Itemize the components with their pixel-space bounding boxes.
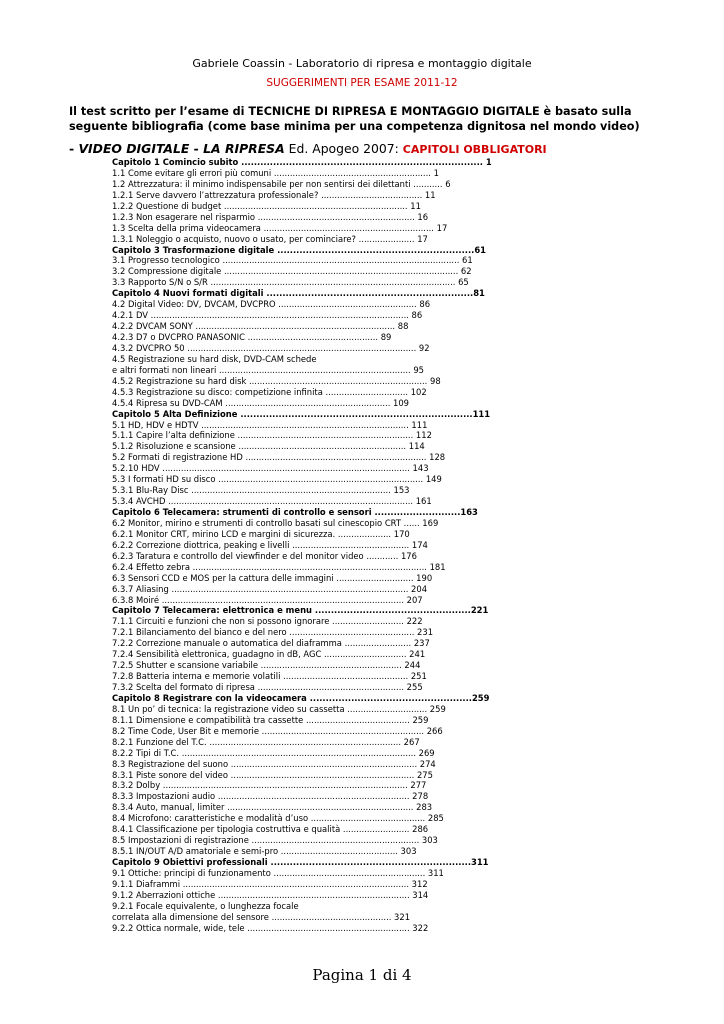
toc-section-line: 8.1.1 Dimensione e compatibilità tra cassette ....................................... 259 — [112, 714, 429, 725]
toc-section-line: 5.2.10 HDV ............................................................................................. 143 — [112, 463, 429, 474]
toc-section-line: 8.1 Un po’ di tecnica: la registrazione video su cassetta .............................. 259 — [112, 703, 446, 714]
book-publisher: Ed. Apogeo 2007: — [284, 141, 403, 156]
toc-section-line: 8.3.1 Piste sonore del video ..................................................................... 275 — [112, 769, 433, 780]
toc-section-line: 5.1.1 Capire l’alta definizione .................................................................. 112 — [112, 430, 432, 441]
toc-section-line: 4.2 Digital Video: DV, DVCAM, DVCPRO .................................................... 86 — [112, 299, 431, 310]
toc-section-line: 4.5.2 Registrazione su hard disk ................................................................... 98 — [112, 375, 441, 386]
toc-section-line: 6.2 Monitor, mirino e strumenti di controllo basati sul cinescopio CRT ...... 169 — [112, 517, 439, 528]
toc-section-line: 8.3.4 Auto, manual, limiter ...................................................................... 283 — [112, 802, 433, 813]
toc-section-line: 1.2 Attrezzatura: il minimo indispensabile per non sentirsi dei dilettanti ........... 6 — [112, 178, 451, 189]
required-chapters-tag: CAPITOLI OBBLIGATORI — [402, 143, 547, 156]
toc-section-line: 1.1 Come evitare gli errori più comuni ........................................................... 1 — [112, 167, 439, 178]
toc-section-line: 1.3.1 Noleggio o acquisto, nuovo o usato, per cominciare? ..................... 17 — [112, 233, 428, 244]
toc-section-line: 7.3.2 Scelta del formato di ripresa ....................................................... 255 — [112, 682, 423, 692]
toc-section-line: 7.2.5 Shutter e scansione variabile ..................................................... 244 — [112, 660, 421, 671]
toc-section-line: 8.3 Registrazione del suono ...................................................................... 274 — [112, 758, 436, 769]
toc-section-line: 5.3.4 AVCHD ............................................................................................ 161 — [112, 496, 432, 507]
toc-section-line: 7.1.1 Circuiti e funzioni che non si possono ignorare ........................... 222 — [112, 616, 423, 627]
toc-section-line: 1.2.3 Non esagerare nel risparmio ........................................................... 16 — [112, 211, 429, 222]
toc-section-line: 6.3.7 Aliasing ......................................................................................... 204 — [112, 583, 428, 594]
toc-section-line: 8.5 Impostazioni di registrazione ............................................................... 303 — [112, 835, 438, 846]
toc-chapter-line: Capitolo 6 Telecamera: strumenti di controllo e sensori ...........................163 — [112, 507, 478, 517]
toc-section-line: 1.2.1 Serve davvero l’attrezzatura professionale? ...................................... 11 — [112, 189, 436, 200]
book-reference — [69, 141, 547, 156]
toc-section-line: 7.2.1 Bilanciamento del bianco e del nero ............................................... 231 — [112, 627, 434, 638]
toc-section-line: 8.2 Time Code, User Bit e memorie ............................................................. 266 — [112, 725, 443, 736]
toc-section-line: 4.2.1 DV ................................................................................................. 86 — [112, 310, 423, 321]
toc-section-line: 8.4.1 Classificazione per tipologia costruttiva e qualità ......................... 286 — [112, 824, 429, 835]
toc-section-line: correlata alla dimensione del sensore ............................................. 321 — [112, 911, 411, 922]
book-title: VIDEO DIGITALE - LA RIPRESA — [78, 141, 285, 156]
toc-section-line: 6.2.2 Correzione diottrica, peaking e livelli ............................................ 174 — [112, 539, 428, 550]
toc-section-line: 8.4 Microfono: caratteristiche e modalità d’uso ........................................... 285 — [112, 813, 444, 824]
table-of-contents — [112, 157, 532, 934]
author-header: Gabriele Coassin - Laboratorio di ripresa e montaggio digitale — [192, 57, 532, 70]
toc-section-line: 9.2.2 Ottica normale, wide, tele ............................................................. 322 — [112, 922, 429, 933]
toc-section-line: 5.3.1 Blu-Ray Disc ........................................................................... 153 — [112, 485, 410, 496]
toc-section-line: 7.2.4 Sensibilità elettronica, guadagno in dB, AGC ............................... 241 — [112, 649, 426, 660]
toc-section-line: 3.1 Progresso tecnologico ......................................................................................... 61 — [112, 255, 473, 266]
toc-section-line: 5.3 I formati HD su disco ............................................................................. 149 — [112, 474, 442, 485]
toc-section-line: 6.2.3 Taratura e controllo del viewfinder e del monitor video ............ 176 — [112, 550, 417, 561]
toc-section-line: 6.2.4 Effetto zebra ........................................................................................ 181 — [112, 561, 446, 572]
toc-section-line: 6.3.8 Moiré ........................................................................................... 207 — [112, 594, 423, 605]
toc-section-line: 6.3 Sensori CCD e MOS per la cattura delle immagini ............................. 190 — [112, 572, 433, 583]
toc-section-line: 8.3.3 Impostazioni audio ........................................................................ 278 — [112, 791, 429, 802]
toc-chapter-line: Capitolo 7 Telecamera: elettronica e menu .................................................221 — [112, 605, 489, 616]
toc-chapter-line: Capitolo 4 Nuovi formati digitali .................................................................81 — [112, 288, 485, 299]
toc-section-line: 6.2.1 Monitor CRT, mirino LCD e margini di sicurezza. .................... 170 — [112, 528, 410, 539]
toc-chapter-line: Capitolo 9 Obiettivi professionali ...............................................................311 — [112, 857, 489, 867]
toc-section-line: 5.1 HD, HDV e HDTV .............................................................................. 111 — [112, 419, 428, 430]
intro-paragraph: Il test scritto per l’esame di TECNICHE DI RIPRESA E MONTAGGIO DIGITALE è basato sulla seguente bibliografia (come base minima per una competenza dignitosa nel mondo video) — [69, 105, 640, 133]
toc-section-line: 8.2.1 Funzione del T.C. ........................................................................ 267 — [112, 736, 420, 747]
toc-section-line: 5.1.2 Risoluzione e scansione ............................................................... 114 — [112, 441, 425, 452]
toc-chapter-line: Capitolo 3 Trasformazione digitale ..............................................................61 — [112, 244, 486, 255]
toc-section-line: 9.1.1 Diaframmi ..................................................................................... 312 — [112, 878, 428, 889]
toc-section-line: 4.2.3 D7 o DVCPRO PANASONIC ................................................. 89 — [112, 332, 392, 342]
toc-section-line: 5.2 Formati di registrazione HD .................................................................... 128 — [112, 452, 446, 463]
toc-chapter-line: Capitolo 8 Registrare con la videocamera ...................................................259 — [112, 692, 490, 703]
toc-section-line: 9.1 Ottiche: principi di funzionamento ......................................................... 311 — [112, 867, 444, 878]
toc-section-line: 8.2.2 Tipi di T.C. ........................................................................................ 269 — [112, 747, 435, 758]
toc-section-line: 8.5.1 IN/OUT A/D amatoriale e semi-pro ............................................ 303 — [112, 846, 417, 857]
toc-section-line: 4.5 Registrazione su hard disk, DVD-CAM schede — [112, 353, 317, 364]
page-footer: Pagina 1 di 4 — [312, 966, 412, 984]
toc-section-line: 4.3.2 DVCPRO 50 ...................................................................................... 92 — [112, 342, 430, 353]
toc-section-line: 1.3 Scelta della prima videocamera ................................................................ 17 — [112, 222, 448, 233]
toc-section-line: 3.3 Rapporto S/N o S/R ............................................................................................ 65 — [112, 277, 469, 288]
toc-chapter-line: Capitolo 5 Alta Definizione .........................................................................111 — [112, 408, 491, 419]
toc-section-line: 7.2.8 Batteria interna e memorie volatili ............................................... 251 — [112, 671, 427, 682]
toc-section-line: 4.2.2 DVCAM SONY ........................................................................... 88 — [112, 321, 409, 332]
toc-section-line: e altri formati non lineari ........................................................................ 95 — [112, 364, 424, 375]
toc-section-line: 4.5.4 Ripresa su DVD-CAM .............................................................. 109 — [112, 397, 410, 408]
toc-section-line: 4.5.3 Registrazione su disco: competizione infinita ............................... 102 — [112, 386, 427, 397]
toc-section-line: 8.3.2 Dolby ............................................................................................ 277 — [112, 780, 427, 791]
book-prefix: - — [69, 141, 79, 156]
toc-chapter-line: Capitolo 1 Comincio subito ............................................................................ 1 — [112, 157, 492, 167]
toc-section-line: 7.2.2 Correzione manuale o automatica del diaframma ......................... 237 — [112, 638, 430, 649]
toc-section-line: 1.2.2 Questione di budget ..................................................................... 11 — [112, 200, 421, 211]
exam-subtitle: SUGGERIMENTI PER ESAME 2011-12 — [266, 77, 458, 89]
toc-section-line: 3.2 Compressione digitale ........................................................................................ 62 — [112, 266, 472, 277]
toc-section-line: 9.2.1 Focale equivalente, o lunghezza focale — [112, 900, 299, 911]
toc-section-line: 9.1.2 Aberrazioni ottiche ........................................................................ 314 — [112, 889, 429, 900]
